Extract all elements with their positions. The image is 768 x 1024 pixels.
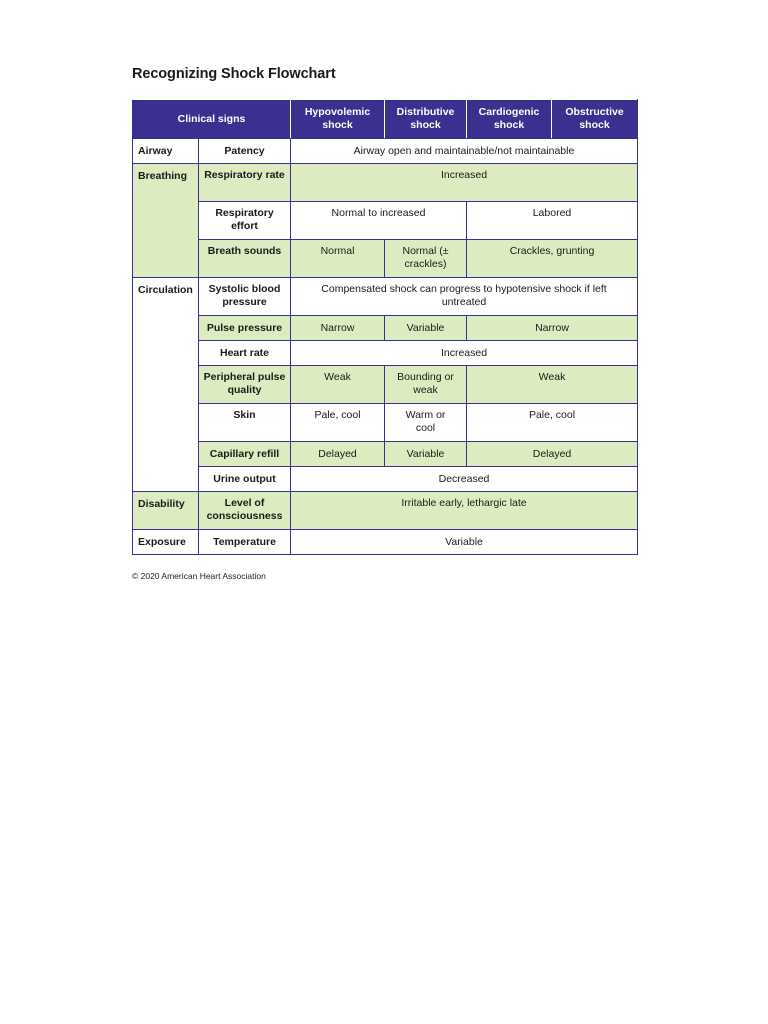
cell-pulse-pressure-card-obst: Narrow	[467, 316, 638, 341]
table-row	[133, 164, 638, 202]
cell-pulse-pressure-hypo: Narrow	[291, 316, 385, 341]
table-row	[133, 442, 638, 467]
cell-temperature-all: Variable	[291, 530, 638, 555]
header-distributive: Distributive shock	[385, 100, 467, 139]
cell-breath-sounds-card-obst: Crackles, grunting	[467, 240, 638, 278]
cell-patency-all: Airway open and maintainable/not maintainable	[291, 139, 638, 164]
category-breathing: Breathing	[133, 164, 199, 278]
header-clinical-signs: Clinical signs	[133, 100, 291, 139]
cell-systolic-bp-all: Compensated shock can progress to hypotensive shock if left untreated	[291, 278, 638, 316]
row-label-pulse-pressure: Pulse pressure	[199, 316, 291, 341]
category-exposure: Exposure	[133, 530, 199, 555]
category-airway: Airway	[133, 139, 199, 164]
cell-peripheral-pulse-hypo: Weak	[291, 366, 385, 404]
row-label-systolic-bp: Systolic blood pressure	[199, 278, 291, 316]
table-row	[133, 492, 638, 530]
table-row	[133, 240, 638, 278]
cell-respiratory-effort-card-obst: Labored	[467, 202, 638, 240]
row-label-consciousness: Level of consciousness	[199, 492, 291, 530]
table-row	[133, 404, 638, 442]
table-row	[133, 316, 638, 341]
cell-skin-card-obst: Pale, cool	[467, 404, 638, 442]
cell-peripheral-pulse-dist: Bounding or weak	[385, 366, 467, 404]
cell-capillary-refill-card-obst: Delayed	[467, 442, 638, 467]
row-label-skin: Skin	[199, 404, 291, 442]
row-label-patency: Patency	[199, 139, 291, 164]
cell-skin-hypo: Pale, cool	[291, 404, 385, 442]
table-row	[133, 530, 638, 555]
table-row	[133, 366, 638, 404]
row-label-breath-sounds: Breath sounds	[199, 240, 291, 278]
row-label-urine-output: Urine output	[199, 467, 291, 492]
cell-pulse-pressure-dist: Variable	[385, 316, 467, 341]
cell-capillary-refill-hypo: Delayed	[291, 442, 385, 467]
cell-skin-dist: Warm or cool	[385, 404, 467, 442]
table-row	[133, 341, 638, 366]
row-label-respiratory-effort: Respiratory effort	[199, 202, 291, 240]
cell-peripheral-pulse-card-obst: Weak	[467, 366, 638, 404]
row-label-temperature: Temperature	[199, 530, 291, 555]
header-obstructive: Obstructive shock	[552, 100, 638, 139]
cell-urine-output-all: Decreased	[291, 467, 638, 492]
table-row	[133, 467, 638, 492]
row-label-peripheral-pulse: Peripheral pulse quality	[199, 366, 291, 404]
table-row	[133, 278, 638, 316]
cell-heart-rate-all: Increased	[291, 341, 638, 366]
cell-consciousness-all: Irritable early, lethargic late	[291, 492, 638, 530]
row-label-heart-rate: Heart rate	[199, 341, 291, 366]
copyright-notice: © 2020 American Heart Association	[132, 571, 266, 581]
category-disability: Disability	[133, 492, 199, 530]
header-cardiogenic: Cardiogenic shock	[467, 100, 552, 139]
row-label-capillary-refill: Capillary refill	[199, 442, 291, 467]
cell-breath-sounds-dist: Normal (± crackles)	[385, 240, 467, 278]
table-header-row	[133, 100, 638, 139]
category-circulation: Circulation	[133, 278, 199, 492]
shock-table	[132, 99, 638, 555]
cell-respiratory-effort-hypo-dist: Normal to increased	[291, 202, 467, 240]
header-hypovolemic: Hypovolemic shock	[291, 100, 385, 139]
cell-respiratory-rate-all: Increased	[291, 164, 638, 202]
row-label-respiratory-rate: Respiratory rate	[199, 164, 291, 202]
table-row	[133, 139, 638, 164]
cell-breath-sounds-hypo: Normal	[291, 240, 385, 278]
page-title: Recognizing Shock Flowchart	[132, 66, 336, 82]
cell-capillary-refill-dist: Variable	[385, 442, 467, 467]
table-row	[133, 202, 638, 240]
